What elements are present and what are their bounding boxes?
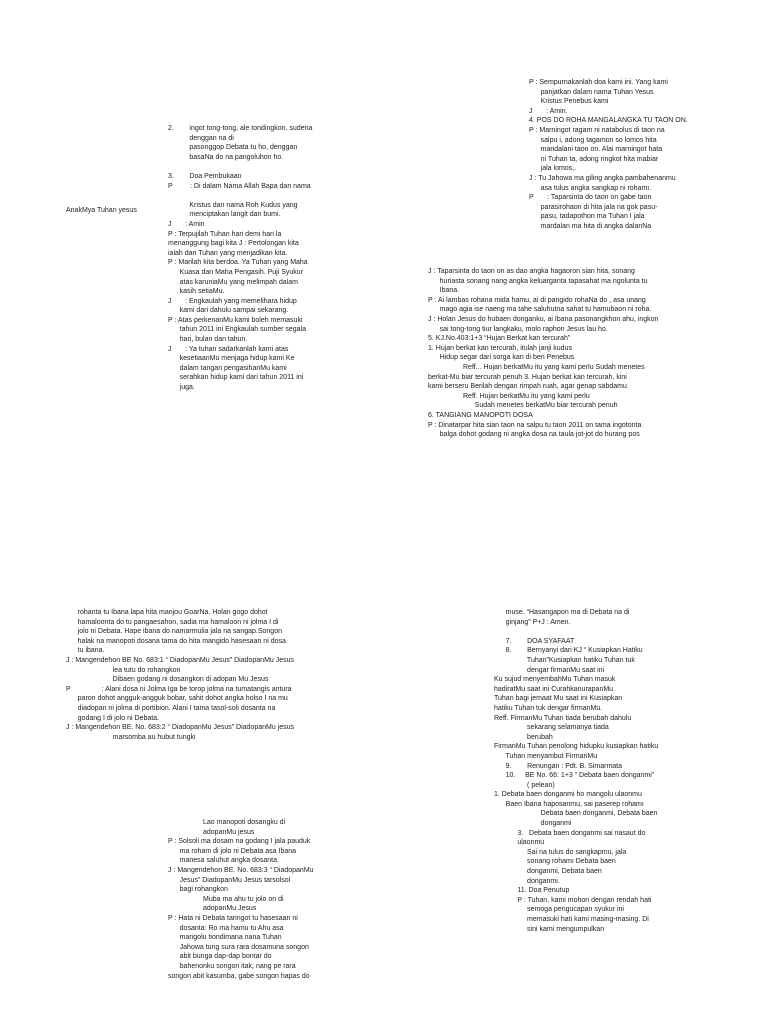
text-line: P : Sempurnakanlah doa kami ini. Yang kami — [529, 79, 668, 86]
text-line: menciptakan langit dan bumi. — [168, 211, 281, 219]
text-line: Debata baen donganmi, Debata baen — [494, 810, 658, 818]
text-line: J : Ya tuhan sadarkanlah kami atas — [168, 345, 289, 353]
text-line: 6. TANGIANG MANOPOTI DOSA — [428, 411, 533, 419]
text-line: Reff... Hujan berkatMu itu yang kami perlu Sudah menetes — [428, 363, 645, 371]
text-line: donganmi. — [494, 877, 560, 885]
text-line: P : Terpujilah Tuhan hari demi hari la — [168, 230, 282, 238]
text-line: Tuhan”Kusiapkan hatiku Tuhan tuk — [494, 656, 635, 664]
text-line: parasirohaon di hita jala na gok pasu- — [529, 203, 658, 211]
text-line: berubah — [494, 733, 553, 741]
text-line: P : Solsoli ma dosam na godang I jala pauduk — [168, 838, 311, 846]
text-line: mago agia ise naeng ma tahe saluhutna sahat tu hamubaon ni roha. — [428, 306, 652, 314]
text-line: J : Mangendehon BE. No. 683:2 “ DiadopanMu Jesus” DiadopanMu jesus — [66, 724, 295, 732]
text-line: P : Marningot ragam ni natabolus di taon na — [529, 126, 665, 134]
text-line: diadopan ni jolma di portibion. Alani I tama tasol-soli dosanta na — [66, 704, 276, 712]
text-line: J : Taparsinta do taon on as dao angka hagaoron sian hita, sonang — [428, 268, 635, 275]
text-line: serahkan hidup kami dari tahun 2011 ini — [168, 374, 304, 382]
text-line: J : Holan Jesus do hubaen donganku, ai Ibana pasonangkhon ahu, ingkon — [428, 315, 659, 323]
text-line — [168, 162, 344, 172]
text-line: Dibaen godang ni dosangkon di adopan Mu Jesus — [66, 676, 269, 684]
text-line: 1. Hujan berkat kan tercurah, itulah janji kudus — [428, 344, 572, 352]
text-line: Jahowa tung sura rara dosamuna songon — [168, 943, 309, 951]
text-line: basaNa do na pangoluhon ho. — [168, 153, 284, 161]
text-line: mandalani taon on. Alai marningot hata — [529, 146, 663, 154]
text-line: dalam tangan pengasihanMu kami — [168, 364, 287, 372]
text-line: 8. Bernyanyi dari KJ “ Kusiapkan Hatiku — [494, 647, 643, 655]
text-line: huriasta sonang nang angka keluarganta tapasahat ma ngolunta tu — [428, 277, 648, 285]
text-line: P : Tuhan, kami mohon dengan rendah hati — [494, 896, 652, 904]
text-line: godang I di jolo ni Debata. — [66, 714, 160, 722]
page1-left-column — [168, 124, 344, 393]
text-line: P : Taparsinta do taon on gabe taon — [529, 194, 652, 202]
text-line: 9. Renungan : Pdt. B. Simarmata — [494, 762, 623, 770]
text-line: memasuki hati kami masing-masing. Di — [494, 916, 649, 923]
text-line — [494, 627, 706, 637]
text-line: hadiratMu saat ini CurahkanurapanMu — [494, 685, 614, 693]
text-line: jolo ni Debata. Hape ibana do namarmulia jala na sangap.Songon — [66, 628, 282, 636]
text-line: lea tutu do rohangkon — [66, 666, 181, 674]
text-line: kasih setiaMu. — [168, 288, 225, 296]
text-line: Reff. FirmanMu Tuhan tiada berubah dahulu — [494, 714, 632, 722]
text-line: P : Hata ni Debata taringot tu hasesaan ni — [168, 914, 298, 922]
text-line: rohanta tu Ibana lapa hita manjou GoarNa. Holan gogo dohot — [66, 609, 268, 616]
text-line: salpu i, adong tagamon so lomos hita — [529, 136, 657, 144]
text-line: 4. POS DO ROHA MANGALANGKA TU TAON ON. — [529, 117, 688, 125]
text-line: kesetiaanMu menjaga hidup kami Ke — [168, 355, 295, 363]
page1-wide-section — [428, 267, 706, 440]
text-line: sekarang selamanya tiada — [494, 724, 609, 732]
text-line: manesa saluhut angka dosanta. — [168, 857, 279, 865]
text-line: FirmanMu Tuhan penolong hidupku kusiapkan hatiku — [494, 743, 659, 751]
text-line — [168, 191, 344, 201]
text-line: Sai na tulus do sangkapmu, jala — [494, 848, 627, 856]
text-line: panjatkan dalam nama Tuhan Yesus — [529, 88, 654, 96]
text-line: Tuhan bagi jemaat Mu saat ini Kusiapkan — [494, 695, 623, 703]
text-line: Kristus dan nama Roh Kudus yang — [168, 201, 298, 209]
text-line: jala lomos,. — [529, 165, 577, 173]
text-line: P : Alani dosa ni Jolma Iga be torop jolma na tumatangis antura — [66, 685, 292, 693]
text-line: paron dohot angguk-angguk bobar, sahit dohot angka holso I na mu — [66, 695, 288, 703]
text-line: kami berseru Berilah dengan rimpah ruah, agar genap sabdamu — [428, 383, 627, 391]
text-line: sonang rohamı Debata baen — [494, 858, 616, 866]
text-line: denggan na di — [168, 134, 234, 142]
text-line: muse. “Hasangapon ma di Debata na di — [494, 609, 630, 616]
page2-left-bottom — [168, 818, 344, 981]
text-line: Muba ma ahu tu jolo on di — [168, 895, 284, 903]
text-line: ni Tuhan ta, adong ringkot hita mabiar — [529, 155, 659, 163]
text-line: mangolu tiondimana nana Tuhan — [168, 934, 282, 942]
text-line: 5. KJ.No.403:1+3 “Hujan Berkat kan tercurah” — [428, 335, 571, 343]
text-line: asa tulus angka sangkap ni rohamı. — [529, 184, 652, 192]
page2-right-column — [494, 608, 706, 934]
text-line: ulaonmu — [494, 839, 545, 847]
text-line: dengar firmanMu saat ini — [494, 666, 605, 674]
text-line: AnakMya Tuhan yesus — [66, 207, 137, 214]
text-line: hari, bulan dan tahun. — [168, 336, 248, 344]
text-line: Reff. Hujan berkatMu itu yang kami perlu — [428, 392, 590, 400]
text-line: P : Di dalam Nama Allah Bapa dan nama — [168, 182, 311, 190]
text-line: mardalan ma hita di angka dalanNa — [529, 222, 652, 230]
text-line: ginjang” P+J : Amen. — [494, 618, 571, 626]
text-line: bagi rohangkon — [168, 886, 228, 894]
text-line: atas karuniaMu yang melimpah dalam — [168, 278, 298, 286]
page1-anakmu-line — [66, 206, 176, 216]
text-line: halak na manopoti dosana tama do hita mangido hasesaan ni dosa — [66, 637, 286, 645]
text-line: dosanta: Ro ma hamu tu Ahu asa — [168, 924, 284, 932]
text-line: tu ibana. — [66, 647, 105, 655]
text-line: hamaloonta do tu pangaesahon, sadia ma hamaloon ni jolma I di — [66, 618, 279, 626]
text-line: menanggung bagi kita J : Pertolongan kita — [168, 240, 299, 248]
text-line: semoga pengucapan syukur ini — [494, 906, 624, 914]
text-line: pasonggop Debata tu ho, denggan — [168, 144, 298, 152]
text-line: 3. Debata baen donganmi sai nasaut do — [494, 829, 646, 837]
text-line: adopanMu jesus — [168, 828, 255, 836]
text-line: Kristus Penebus kami — [529, 98, 609, 106]
text-line: marsomba au hubut tungki — [66, 733, 196, 741]
page1-right-column — [529, 78, 705, 232]
text-line: P : Atas perkenanMu kami boleh memasuki — [168, 316, 303, 324]
text-line: 7. DOA SYAFAAT — [494, 637, 575, 645]
text-line: ma roham di jolo ni Debata asa Ibana — [168, 847, 297, 855]
text-line: Tuhan menyambut FirmanMu — [494, 752, 598, 760]
text-line: kami dari dahulu sampai sekarang. — [168, 307, 289, 315]
text-line: Ku sujud menyembahMu Tuhan masuk — [494, 676, 616, 684]
text-line: songon abit kasumba, gabe songon hapas do — [168, 972, 310, 980]
text-line: 11. Doa Penutup — [494, 887, 570, 895]
text-line: Hidup segar dari sorga kan di beri Penebus — [428, 354, 575, 362]
text-line: J : Amin. — [529, 107, 568, 115]
text-line: adopanMu Jesus — [168, 905, 257, 913]
text-line: donganmi, Debata baen — [494, 868, 602, 876]
text-line: J : Tu Jahowa ma giling angka pambahenanmu — [529, 174, 676, 182]
text-line: 10. BE No. 66: 1+3 “ Debata baen donganmi” — [494, 772, 655, 780]
text-line: Lao manopoti dosangku di — [168, 819, 286, 826]
page2-left-top — [66, 608, 346, 742]
text-line: J : Mangendehon BE No. 683:1 “ DiadopanMu Jesus” DiadopanMu Jesus — [66, 656, 295, 664]
text-line: Sudah menetes berkatMu biar tercurah penuh — [428, 402, 618, 410]
text-line: abit bunga dap-dap bontar do — [168, 953, 272, 961]
text-line: juga. — [168, 384, 195, 392]
text-line: Baen Ibana haposanmu, sai paserep rohamı — [494, 800, 644, 808]
text-line: J : Amin — [168, 220, 205, 228]
text-line: Jesus” DiadopanMu Jesus tarsolsol — [168, 876, 291, 884]
text-line: P : Marilah kita berdoa. Ya Tuhan yang Maha — [168, 259, 308, 267]
text-line: J : Mangendehon BE. No. 683:3 “ DiadopanMu — [168, 866, 314, 874]
text-line: tahun 2011 ini Engkaulah sumber segala — [168, 326, 307, 334]
text-line: ialah dari Tuhan yang menjadikan kita. — [168, 249, 288, 257]
text-line: sini kami mengumpulkan — [494, 925, 605, 933]
text-line: 3. Doa Pembukaan — [168, 172, 242, 180]
text-line: pasu, tadapothon ma Tuhan I jala — [529, 213, 645, 221]
text-line: 1. Debata baen donganmi ho mangolu ulaonmu — [494, 791, 642, 799]
text-line: 2. ingot tong-tong, ale tondingkon, sudena — [168, 125, 313, 132]
text-line: hatiku Tuhan tuk dengar firmanMu. — [494, 704, 603, 712]
text-line: donganmi — [494, 820, 572, 828]
text-line: P : Dinatarpar hita sian taon na salpu tu taon 2011 on tama ingotonta — [428, 421, 642, 429]
text-line: P : Ai lambas rohana mida hamu, ai di pangido rohaNa do , asa unang — [428, 296, 646, 304]
text-line: sai tong-tong tiur langkaku, molo raphon Jesus lau ho. — [428, 325, 608, 333]
text-line: balga dohot godang ni angka dosa na taula jot-jot do hurang pos — [428, 431, 640, 439]
text-line: ( pelean) — [494, 781, 555, 789]
text-line: J : Engkaulah yang memelihara hidup — [168, 297, 297, 305]
text-line: Ibana. — [428, 287, 460, 295]
text-line: berkat-Mu biar tercurah penuh 3. Hujan berkat kan tercurah, kini — [428, 373, 627, 381]
text-line: Kuasa dan Maha Pengasih. Puji Syukur — [168, 268, 304, 276]
text-line: bahenonku songon itak, nang pe rara — [168, 962, 296, 970]
